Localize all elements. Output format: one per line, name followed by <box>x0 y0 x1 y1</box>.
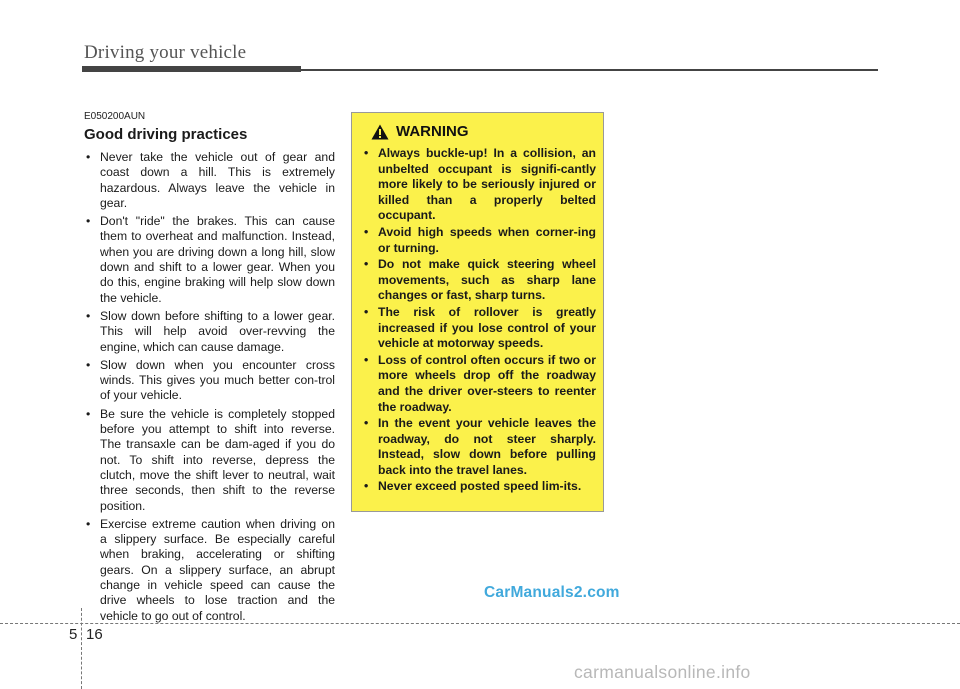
list-item: • Always buckle-up! In a collision, an unbelted occupant is signifi-cantly more likely to be seriously injured or killed than a properly belted occupant. <box>362 146 596 224</box>
section-heading: Good driving practices <box>84 126 248 143</box>
section-code: E050200AUN <box>84 111 146 122</box>
list-item: • Do not make quick steering wheel movements, such as sharp lane changes or fast, sharp turns. <box>362 257 596 304</box>
footer-site-watermark: carmanualsonline.info <box>574 662 751 682</box>
list-item: • Slow down when you encounter cross winds. This gives you much better con-trol of your vehicle. <box>84 358 335 404</box>
list-item: • The risk of rollover is greatly increased if you lose control of your vehicle at motorway speeds. <box>362 305 596 352</box>
list-item: • Avoid high speeds when corner-ing or turning. <box>362 225 596 256</box>
driving-practices-section <box>84 111 335 627</box>
warning-title: WARNING <box>396 123 469 140</box>
warning-box <box>351 112 604 512</box>
warning-triangle-icon <box>371 124 389 140</box>
header-title: Driving your vehicle <box>84 42 247 63</box>
warning-header <box>371 123 596 140</box>
warning-list <box>362 146 596 495</box>
list-item: • Slow down before shifting to a lower gear. This will help avoid over-revving the engine, which can cause damage. <box>84 309 335 355</box>
list-item: • Exercise extreme caution when driving on a slippery surface. Be especially careful when braking, accelerating or shifting gears. On a slippery surface, an abrupt change in vehicle speed can cause the drive wheels to lose traction and the vehicle to go out of control. <box>84 517 335 624</box>
footer-divider <box>0 623 960 624</box>
header-rule-thick <box>82 66 301 72</box>
list-item: • Loss of control often occurs if two or more wheels drop off the roadway and the driver over-steers to reenter the roadway. <box>362 353 596 415</box>
chapter-number: 5 <box>69 626 78 643</box>
list-item: • Never exceed posted speed lim-its. <box>362 479 596 495</box>
footer-vertical-divider <box>81 608 82 689</box>
list-item: • Never take the vehicle out of gear and coast down a hill. This is extremely hazardous. Always leave the vehicle in gear. <box>84 150 335 211</box>
header-rule-thin <box>301 69 878 71</box>
list-item: • In the event your vehicle leaves the roadway, do not steer sharply. Instead, slow down before pulling back into the travel lanes. <box>362 416 596 478</box>
page-number: 16 <box>86 626 103 643</box>
practices-list <box>84 150 335 624</box>
list-item: • Be sure the vehicle is completely stopped before you attempt to shift into reverse. The transaxle can be dam-aged if you do not. To shift into reverse, depress the clutch, move the shift lever to neutral, wait three seconds, then shift to the reverse position. <box>84 407 335 514</box>
list-item: • Don't "ride" the brakes. This can cause them to overheat and malfunction. Instead, when you are driving down a long hill, slow down and shift to a lower gear. When you do this, engine braking will help slow down the vehicle. <box>84 214 335 306</box>
watermark-logo[interactable]: CarManuals2.com <box>484 584 620 601</box>
